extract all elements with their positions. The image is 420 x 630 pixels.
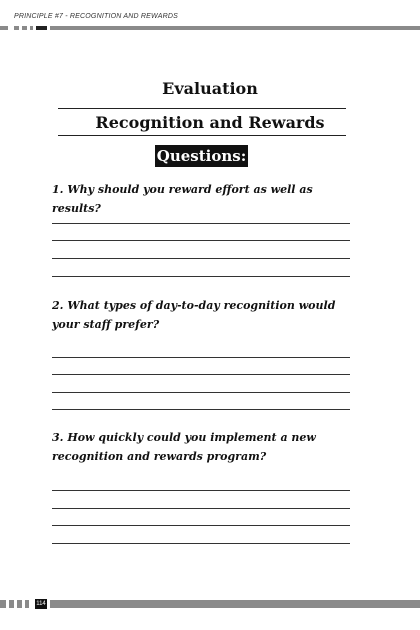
answer-line[interactable] xyxy=(52,357,350,358)
section-title: Evaluation xyxy=(162,79,258,98)
question-3: 3. How quickly could you implement a new recognition and rewards program? xyxy=(52,431,316,463)
footer-bar xyxy=(0,600,420,608)
title-top-rule xyxy=(58,108,346,109)
question-1: 1. Why should you reward effort as well as results? xyxy=(52,183,313,215)
answer-line[interactable] xyxy=(52,508,350,509)
answer-line[interactable] xyxy=(52,258,350,259)
header-rule xyxy=(0,26,420,30)
answer-line[interactable] xyxy=(52,409,350,410)
answer-line[interactable] xyxy=(52,543,350,544)
answer-line[interactable] xyxy=(52,276,350,277)
answer-line[interactable] xyxy=(52,240,350,241)
answer-line[interactable] xyxy=(52,490,350,491)
running-header: PRINCIPLE #7 - RECOGNITION AND REWARDS xyxy=(14,13,178,20)
page-title: Recognition and Rewards xyxy=(95,113,325,132)
question-2: 2. What types of day-to-day recognition would your staff prefer? xyxy=(52,299,336,331)
answer-line[interactable] xyxy=(52,374,350,375)
questions-label: Questions: xyxy=(156,147,247,165)
answer-line[interactable] xyxy=(52,223,350,224)
title-bottom-rule xyxy=(58,135,346,136)
answer-line[interactable] xyxy=(52,525,350,526)
answer-line[interactable] xyxy=(52,392,350,393)
page-number: 114 xyxy=(36,601,46,607)
